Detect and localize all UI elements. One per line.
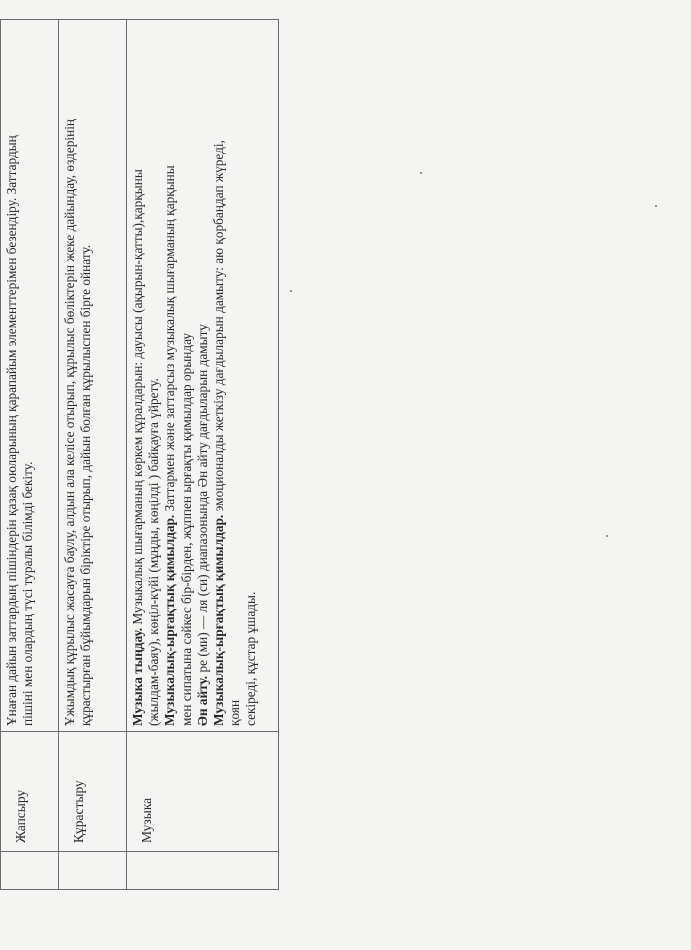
text-line	[130, 25, 146, 726]
text-line: құрастырған бұйымдарын біріктіре отырып, дайын болған құрылыспен бірге ойнату.	[78, 244, 94, 726]
table-row	[127, 20, 279, 890]
rotated-page	[0, 20, 340, 890]
blank-cell	[59, 852, 127, 890]
blank-cell	[1, 852, 59, 890]
scan-speck	[420, 172, 422, 174]
section-heading: Музыка тыңдау.	[130, 627, 145, 726]
section-text: Заттармен және заттарсыз музыкалық шығарманың қарқыны	[162, 165, 178, 515]
text-line: қоян	[227, 699, 243, 726]
scan-speck	[290, 290, 292, 292]
content-cell	[127, 20, 279, 732]
scan-speck	[606, 535, 608, 537]
text-line: Ұнаған дайын заттардың пішіндерін қазақ оюларының қарапайым элементтерімен безендіру. Заттардың	[4, 135, 19, 726]
section-heading: Музыкалық-ырғақтық қимылдар.	[211, 514, 227, 726]
curriculum-table	[0, 19, 279, 890]
text-line	[162, 25, 178, 726]
table-row	[59, 20, 127, 890]
blank-cell	[127, 852, 279, 890]
subject-cell: Жапсыру	[1, 732, 59, 852]
text-line: пішіні мен олардың түсі туралы білімді бекіту.	[20, 461, 36, 726]
section-text: эмоционалды жеткізу дағдыларын дамыту: аю қорбаңдап жүреді,	[211, 140, 227, 515]
section-text: Музыкалық шығарманың көркем құралдарын: дауысы (ақырын-қатты),қарқыны	[130, 169, 145, 628]
scan-speck	[655, 205, 657, 207]
text-line: (жылдам-баяу), көңіл-күйі (мұңды, көңілді ) байқауға үйрету.	[146, 378, 162, 726]
text-line: Ұжымдық құрылыс жасауға баулу, алдын ала келісе отырып, құрылыс бөліктерін жеке дайындау, өздерінің	[62, 118, 77, 726]
subject-cell: Музыка	[127, 732, 279, 852]
subject-cell: Құрастыру	[59, 732, 127, 852]
content-cell	[1, 20, 59, 732]
section-heading: Ән айту.	[194, 675, 210, 726]
section-heading: Музыкалық-ырғақтық қимылдар.	[162, 514, 178, 726]
text-line	[211, 25, 227, 726]
content-cell	[59, 20, 127, 732]
section-text: ре (ми) — ля (си) диапазонында Ән айту дағдыларын дамыту	[194, 324, 210, 676]
text-line: мен сипатына сәйкес бір-бірден, жұппен ырғақты қимылдар орындау	[178, 332, 194, 726]
text-line	[195, 25, 211, 726]
text-line: секіреді, құстар ұшады.	[243, 591, 259, 726]
table-row	[1, 20, 59, 890]
